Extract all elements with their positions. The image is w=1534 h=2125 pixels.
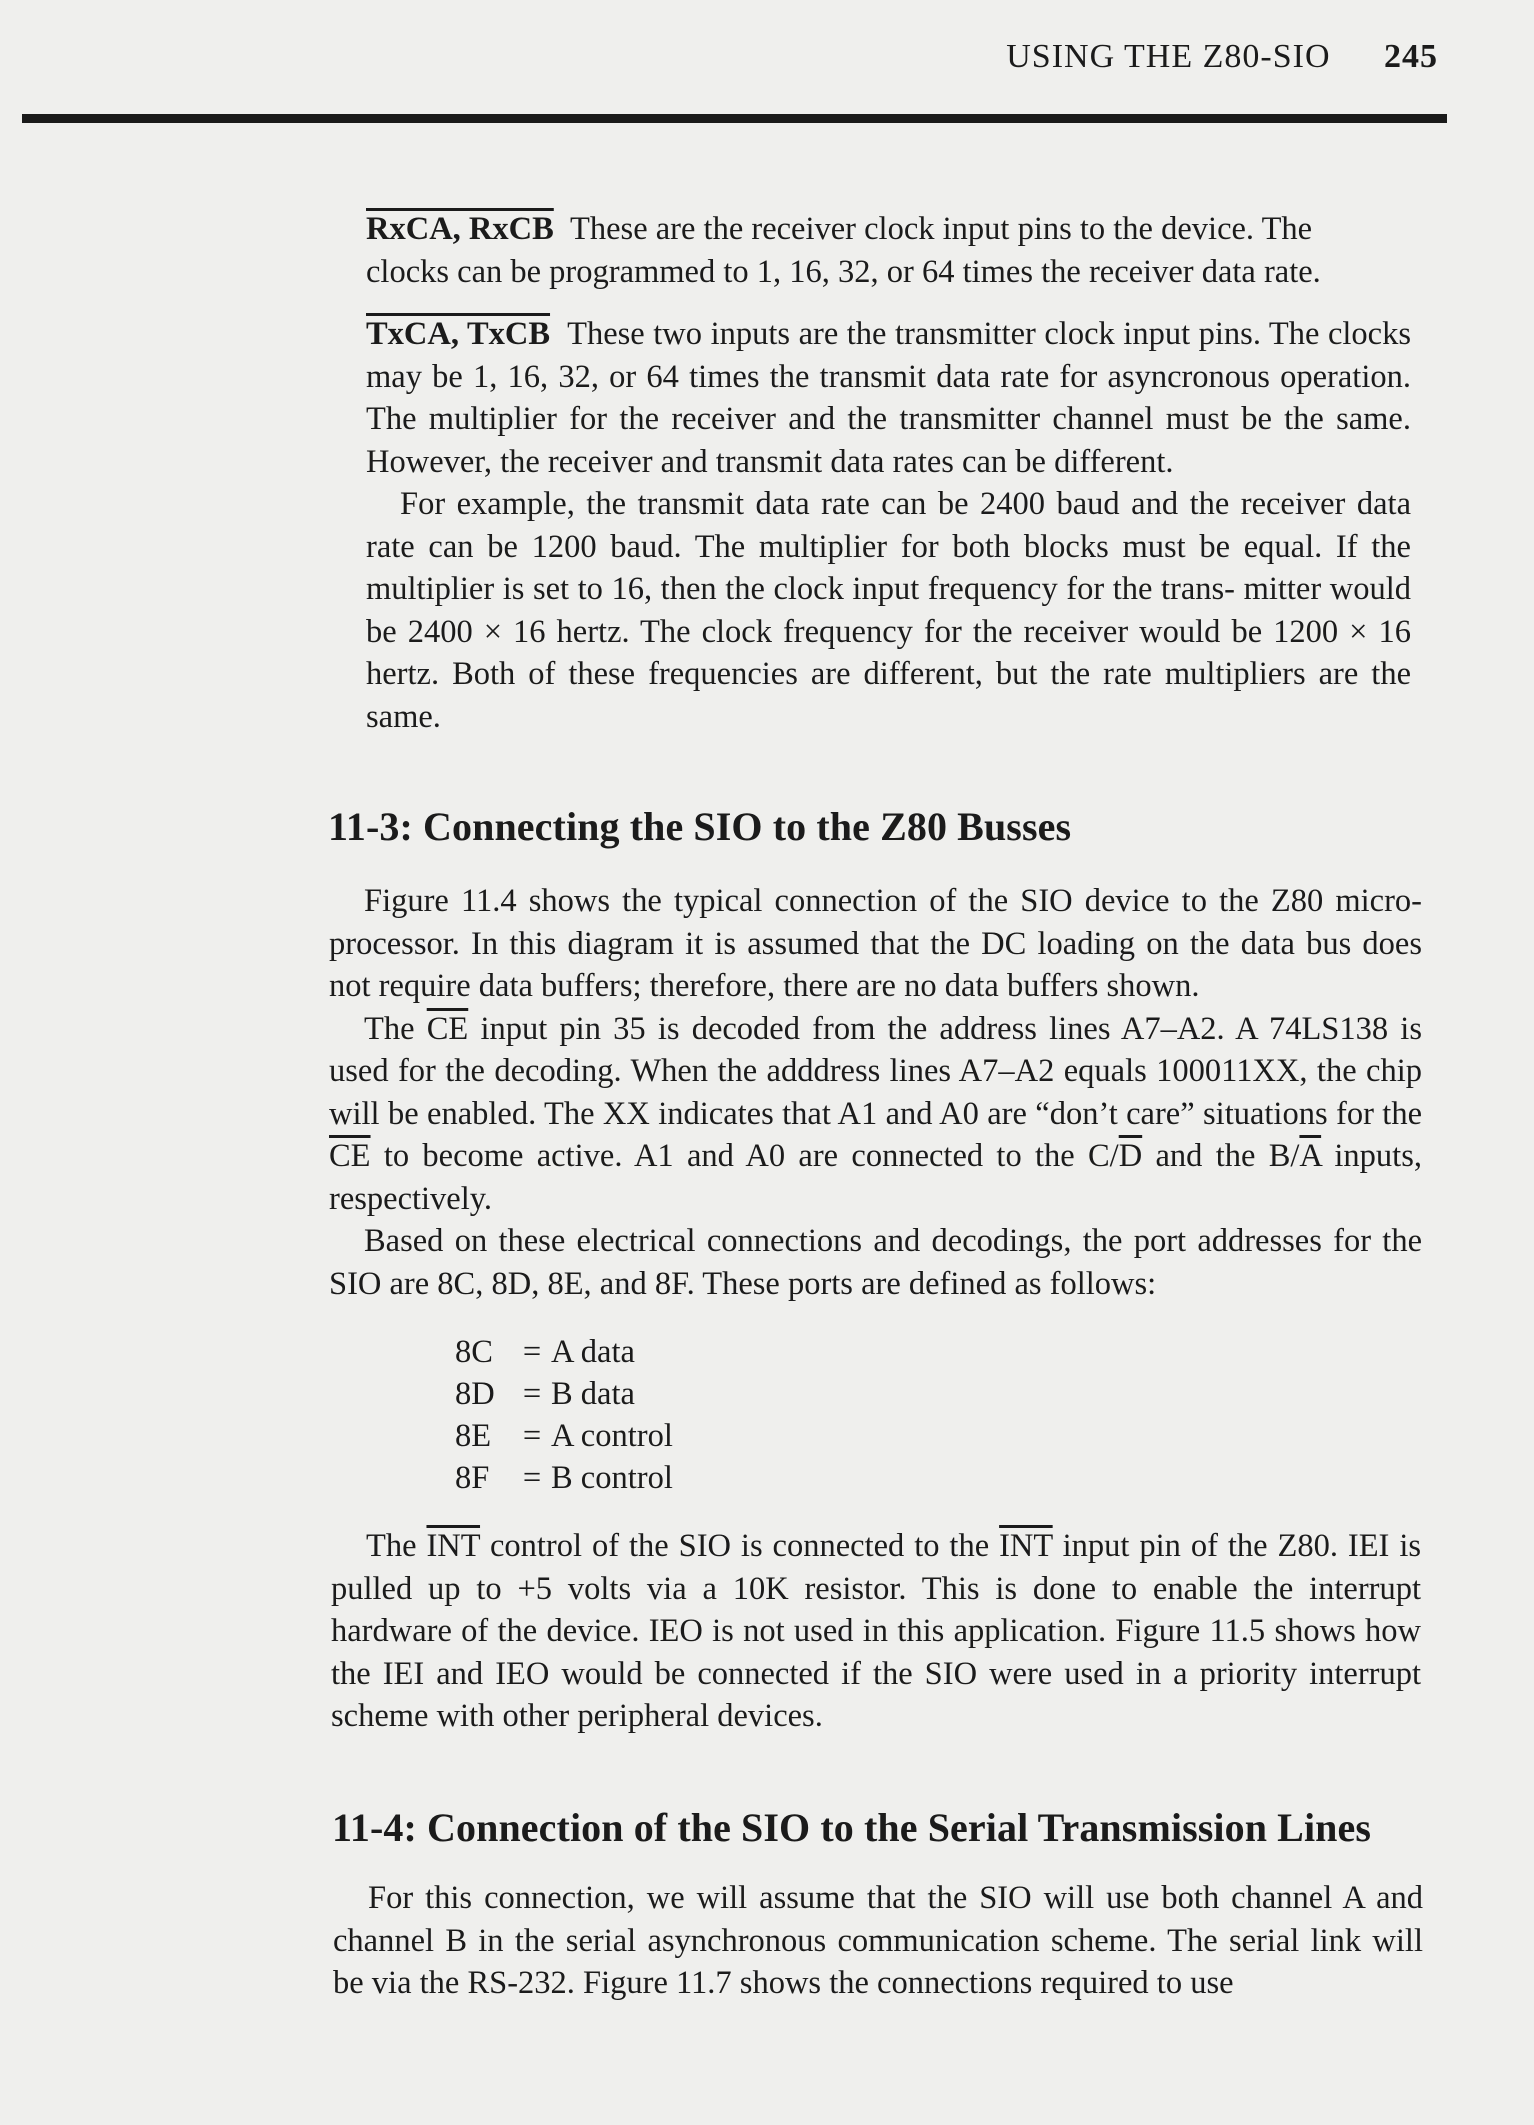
section-11-3-body-continued xyxy=(0,1525,1534,1738)
tx-term: TxCA, TxCB xyxy=(366,316,551,352)
tx-example-paragraph: For example, the transmit data rate can be 2400 baud and the receiver data rate can be 1200 baud. The multiplier for both blocks must be equal. If the multiplier is set to 16, then the clock input frequency for the trans- mitter would be 2400 × 16 hertz. The clock frequency for the receiver would be 1200 × 16 hertz. Both of these frequencies are different, but the rate multipliers are the same. xyxy=(366,486,1411,735)
d-signal: $\overline{D}$ xyxy=(1118,1138,1143,1174)
rx-definition-line2: clocks can be programmed to 1, 16, 32, or 64 times the receiver data rate. xyxy=(366,253,1321,290)
paragraph-port-addresses: Based on these electrical connections and decodings, the port addresses for the SIO are 8C, 8D, 8E, and 8F. These ports are defined as follows: xyxy=(329,1223,1422,1302)
paragraph-int-control: The $\overline{INT}$ control of the SIO is connected to the $\overline{INT}$ input pin of the Z80. IEI is pulled up to +5 volts via a 10K resistor. This is done to enable the interrupt hardware of the device. IEO is not used in this application. Figure 11.5 shows how the IEI and IEO would be connected if the SIO were used in a priority interrupt scheme with other peripheral devices. xyxy=(331,1528,1421,1734)
ce-signal: $\overline{CE}$ xyxy=(426,1010,469,1047)
section-11-4-body xyxy=(0,1877,1534,2005)
section-heading-11-4: 11-4: Connection of the SIO to the Serial Transmission Lines xyxy=(332,1805,1372,1850)
port-definition-list xyxy=(455,1331,673,1499)
header-rule xyxy=(22,114,1447,123)
paragraph-figure-11-4: Figure 11.4 shows the typical connection of the SIO device to the Z80 micro- processor. In this diagram it is assumed that the DC loading on the data bus does not require data buffers; therefore, there are no data buffers shown. xyxy=(329,883,1422,1004)
tx-definition-text: TxCA, TxCB These two inputs are the transmitter clock input pins. The clocks may be 1, 16, 32, or 64 times the transmit data rate for asyncronous operation. The multiplier for the receiver and the transmitter channel must be the same. However, the receiver and transmit data rates can be different. xyxy=(366,316,1412,480)
port-row: 8C = A data xyxy=(455,1334,635,1370)
running-head-title: USING THE Z80-SIO xyxy=(1006,38,1331,75)
a-signal: $\overline{A}$ xyxy=(1299,1138,1322,1174)
tx-definition xyxy=(0,313,1534,738)
rx-definition-text: These are the receiver clock input pins to the device. The xyxy=(570,211,1313,247)
running-head xyxy=(1006,38,1438,76)
int-signal: $\overline{INT}$ xyxy=(426,1528,481,1564)
ce-signal: $\overline{CE}$ xyxy=(329,1138,371,1174)
paragraph-ce-decoding: The $\overline{CE}$ input pin 35 is decoded from the address lines A7–A2. A 74LS138 is used for the decoding. When the adddress lines A7–A2 equals 100011XX, the chip will be enabled. The XX indicates that A1 and A0 are “don’t care” situations for the $\overline{CE}$ to become active. A1 and A0 are connected to the $C/\overline{D}$ and the $B/\overline{A}$ inputs, respectively. xyxy=(329,1010,1422,1217)
port-row: 8F = B control xyxy=(455,1460,673,1496)
paragraph-serial-connection: For this connection, we will assume that the SIO will use both channel A and channel B in the serial asynchronous communication scheme. The serial link will be via the RS-232. Figure 11.7 shows the connections required to use xyxy=(333,1880,1423,2001)
int-signal: $\overline{INT}$ xyxy=(999,1528,1053,1564)
rx-definition-line1 xyxy=(366,208,1411,251)
port-row: 8D = B data xyxy=(455,1376,635,1412)
rx-definition xyxy=(0,208,1534,293)
section-heading-11-3: 11-3: Connecting the SIO to the Z80 Busses xyxy=(328,804,1072,849)
port-row: 8E = A control xyxy=(455,1418,673,1454)
page-number: 245 xyxy=(1384,38,1438,75)
section-11-3-body xyxy=(0,880,1534,1305)
rx-term: RxCA, RxCB xyxy=(366,211,554,247)
